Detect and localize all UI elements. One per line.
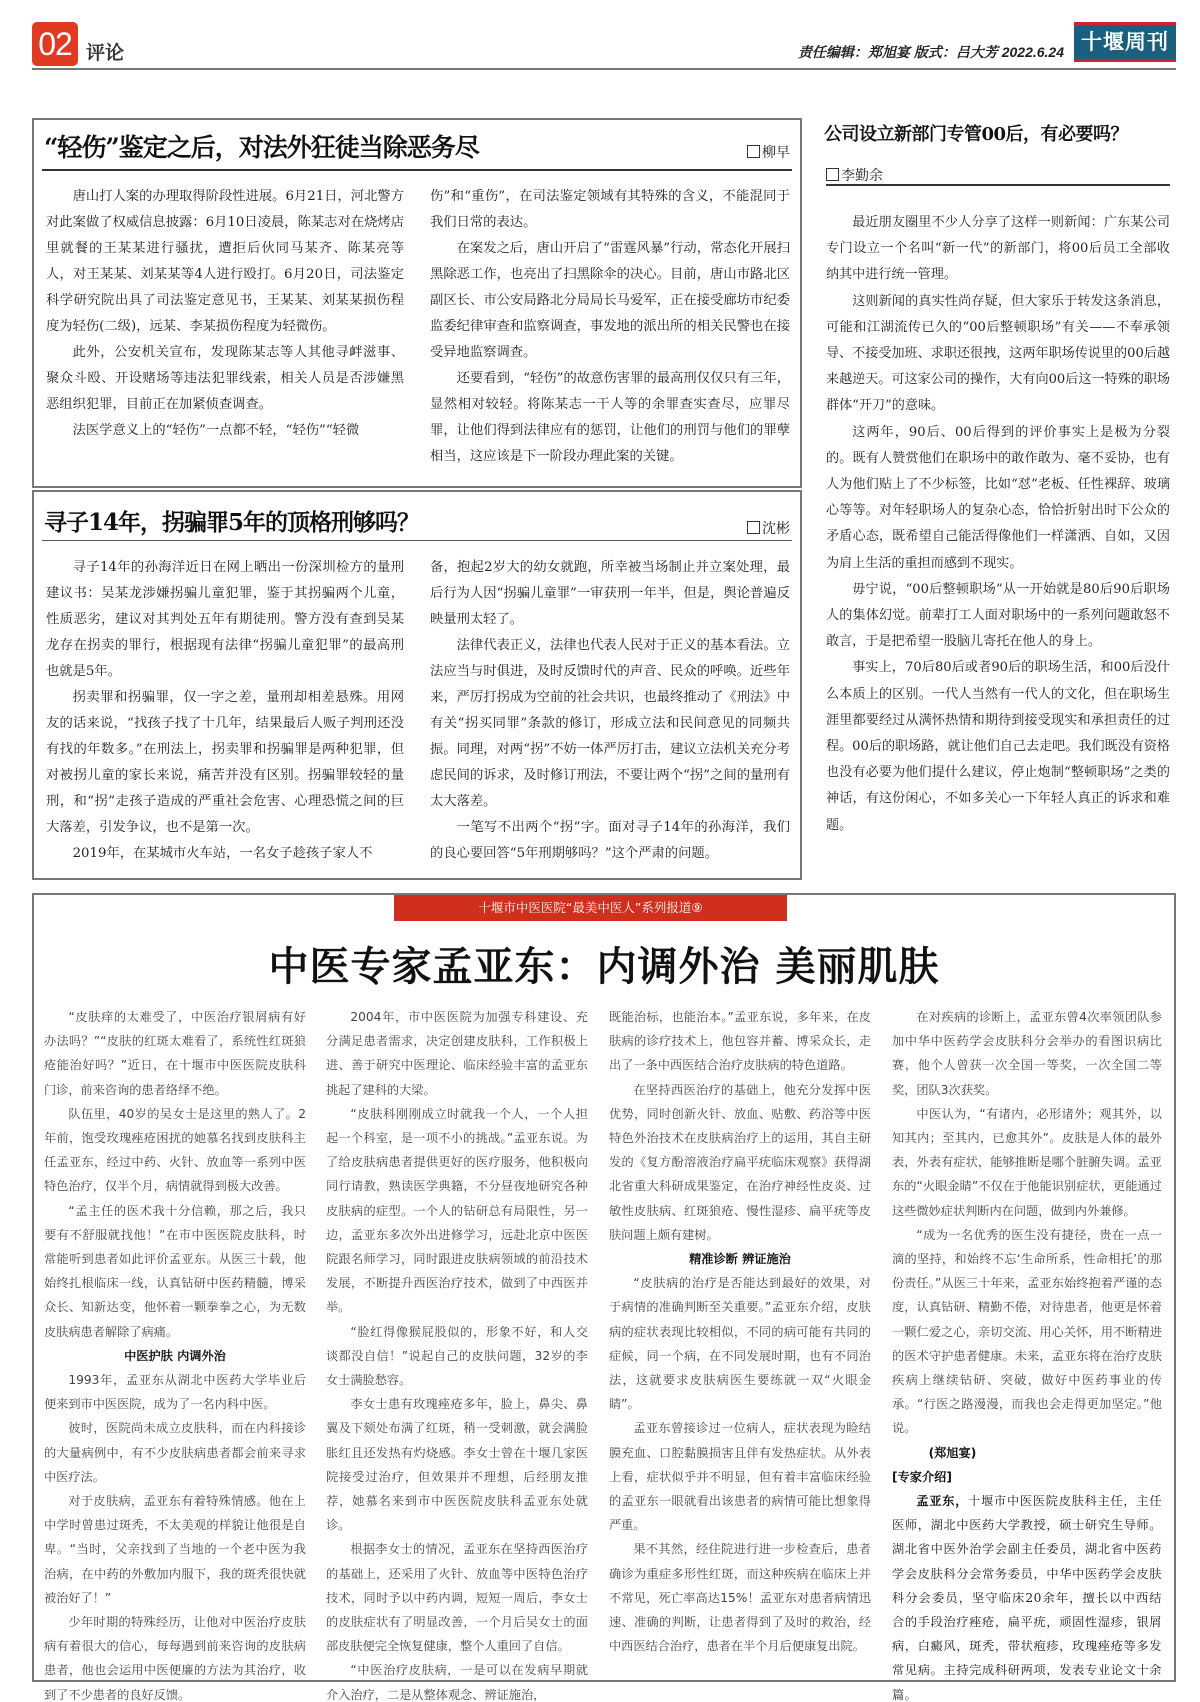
paragraph: 在对疾病的诊断上，孟亚东曾4次率领团队参加中华中医药学会皮肤科分会举办的看图识病比赛，他个人曾获一次全国一等奖，一次全国二等奖，团队3次获奖。	[892, 1010, 1162, 1097]
expert-intro	[892, 1489, 1162, 1702]
paragraph: 2019年，在某城市火车站，一名女子趁孩子家人不	[72, 846, 373, 861]
paragraph: “孟主任的医术我十分信赖，那之后，我只要有不舒服就找他！”在市中医医院皮肤科，时常能听到患者如此评价孟亚东。从医三十载，他始终扎根临床一线，认真钻研中医药精髓，博采众长、知新达变，他怀着一颗拳拳之心，为无数皮肤病患者解除了病痛。	[44, 1203, 306, 1339]
paragraph: 在案发之后，唐山开启了“雷霆风暴”行动，常态化开展扫黑除恶工作，也亮出了扫黑除伞的决心。目前，唐山市路北区副区长、市公安局路北分局局长马爱军，正在接受廊坊市纪委监委纪律审查和监察调查，事发地的派出所的相关民警也在接受异地监察调查。	[430, 241, 790, 360]
title-rule	[42, 540, 792, 541]
expert-intro-label: [专家介绍]	[892, 1469, 952, 1484]
author-signoff: (郑旭宴)	[928, 1445, 977, 1460]
article-title: 寻子14年，拐骗罪5年的顶格刑够吗？	[44, 509, 420, 536]
feature-column-2	[326, 1005, 588, 1702]
editor-credits: 责任编辑：郑旭宴 版式：吕大芳 2022.6.24	[797, 44, 1064, 60]
article-column-1	[46, 184, 404, 444]
section-name: 评论	[86, 42, 125, 64]
paragraph: 这则新闻的真实性尚存疑，但大家乐于转发这条消息，可能和江湖流传已久的“00后整顿职场”有关——不奉承领导、不接受加班、求职还很拽，这两年职场传说里的00后越来越逆天。可这家公司的操作，大有向00后这一特殊的职场群体“开刀”的意味。	[826, 293, 1171, 414]
title-rule	[42, 169, 792, 171]
page-number-badge: 02	[32, 22, 78, 66]
paragraph: 少年时期的特殊经历，让他对中医治疗皮肤病有着很大的信心，每每遇到前来咨询的皮肤病患者，他也会运用中医便廉的方法为其治疗，收到了不少患者的良好反馈。	[44, 1615, 306, 1702]
paragraph: 对于皮肤病，孟亚东有着特殊情感。他在上中学时曾患过斑秃，不太美观的样貌让他很是自卑。“当时，父亲找到了当地的一个老中医为我治病，在中药的外敷加内服下，我的斑秃很快就被治好了！”	[44, 1494, 306, 1605]
paragraph: “成为一名优秀的医生没有捷径，贵在一点一滴的坚持，和始终不忘‘生命所系，性命相托’的那份责任。”从医三十年来，孟亚东始终抱着严谨的态度，认真钻研、精勤不倦，对待患者，他更是怀着一颗仁爱之心，亲切交流、用心关怀，用不断精进的医术守护患者健康。未来，孟亚东将在治疗皮肤疾病上继续钻研、突破，做好中医药事业的传承。“行医之路漫漫，而我也会走得更加坚定。”他说。	[892, 1227, 1162, 1436]
paragraph: “脸红得像猴屁股似的，形象不好，和人交谈都没自信！”说起自己的皮肤问题，32岁的李女士满脸愁容。	[326, 1324, 588, 1388]
paragraph: “中医治疗皮肤病，一是可以在发病早期就介入治疗，二是从整体观念、辨证施治，	[326, 1663, 588, 1702]
paragraph: 果不其然，经住院进行进一步检查后，患者确诊为重症多形性红斑，而这种疾病在临床上并不常见，死亡率高达15%！孟亚东对患者病情迅速、准确的判断，让患者得到了及时的救治，经中西医结合治疗，患者在半个月后便康复出院。	[609, 1542, 871, 1654]
paragraph: 根据李女士的情况，孟亚东在坚持西医治疗的基础上，还采用了火针、放血等中医特色治疗技术，同时予以中药内调，短短一周后，李女士的皮肤症状有了明显改善，一个月后吴女士的面部皮肤便完全恢复健康，整个人重回了自信。	[326, 1542, 588, 1654]
paragraph: 唐山打人案的办理取得阶段性进展。6月21日，河北警方对此案做了权威信息披露：6月10日凌晨，陈某志对在烧烤店里就餐的王某某进行骚扰，遭拒后伙同马某齐、陈某亮等人，对王某某、刘某某等4人进行殴打。6月20日，司法鉴定科学研究院出具了司法鉴定意见书，王某某、刘某某损伤程度为轻伤(二级)，远某、李某损伤程度为轻微伤。	[46, 189, 404, 334]
paragraph: “皮肤科刚刚成立时就我一个人，一个人担起一个科室，是一项不小的挑战。”孟亚东说。为了给皮肤病患者提供更好的医疗服务，他积极向同行请教，熟读医学典籍，不分昼夜地研究各种皮肤病的症型。一个人的钻研总有局限性，另一边，孟亚东多次外出进修学习，远赴北京中医医院跟名师学习，同时跟进皮肤病领域的前沿技术发展，不断提升西医治疗技术，做到了中西医并举。	[326, 1106, 588, 1315]
paragraph: 中医认为，“有诸内，必形诸外；观其外，以知其内；至其内，已愈其外”。皮肤是人体的最外表，外表有症状，能够推断是哪个脏腑失调。孟亚东的“火眼金睛”不仅在于他能识别症状，更能通过这些微妙症状判断内在问题，做到内外兼修。	[892, 1106, 1162, 1218]
paragraph: 寻子14年的孙海洋近日在网上晒出一份深圳检方的量刑建议书：吴某龙涉嫌拐骗儿童犯罪，鉴于其拐骗两个儿童，性质恶劣，建议对其判处五年有期徒刑。警方没有查到吴某龙存在拐卖的罪行，根据现有法律“拐骗儿童犯罪”的最高刑也就是5年。	[46, 560, 404, 679]
paragraph: “皮肤痒的太难受了，中医治疗银屑病有好办法吗？”“皮肤的红斑太难看了，系统性红斑狼疮能治好吗？”近日，在十堰市中医医院皮肤科门诊，前来咨询的患者络绎不绝。	[44, 1010, 306, 1097]
article-byline: 李勤余	[826, 165, 883, 185]
paragraph: 彼时，医院尚未成立皮肤科，而在内科接诊的大量病例中，有不少皮肤病患者都会前来寻求中医疗法。	[44, 1421, 306, 1484]
paragraph: 最近朋友圈里不少人分享了这样一则新闻：广东某公司专门设立一个名叫“新一代”的新部门，将00后员工全部收纳其中进行统一管理。	[826, 215, 1170, 283]
feature-column-3	[609, 1005, 871, 1658]
paragraph: 1993年，孟亚东从湖北中医药大学毕业后便来到市中医医院，成为了一名内科中医。	[44, 1373, 306, 1412]
paragraph: 2004年，市中医医院为加强专科建设、充分满足患者需求，决定创建皮肤科，工作积极上进、善于研究中医理论、临床经验丰富的孟亚东挑起了建科的大梁。	[326, 1010, 588, 1097]
paragraph: 还要看到，“轻伤”的故意伤害罪的最高刑仅仅只有三年，显然相对较轻。将陈某志一干人等的余罪查实查尽，应罪尽罪，让他们得到法律应有的惩罚，让他们的刑罚与他们的罪孽相当，这应该是下一阶段办理此案的关键。	[430, 371, 790, 464]
paragraph-continued: 备，抱起2岁大的幼女就跑，所幸被当场制止并立案处理，最后行为人因“拐骗儿童罪”一审获刑一年半，但是，舆论普遍反映量刑太轻了。	[430, 560, 790, 627]
feature-article	[32, 893, 1176, 1702]
paragraph: 事实上，70后80后或者90后的职场生活，和00后没什么本质上的区别。一代人当然有一代人的文化，但在职场生涯里都要经过从满怀热情和期待到接受现实和承担责任的过程。00后的职场路，就让他们自己去走吧。我们既没有资格也没有必要为他们提什么建议，停止炮制“整顿职场”之类的神话，有这份闲心，不如多关心一下年轻人真正的诉求和难题。	[826, 660, 1171, 833]
feature-column-1	[44, 1005, 306, 1702]
paragraph: 一笔写不出两个“拐”字。面对寻子14年的孙海洋，我们的良心要回答“5年刑期够吗？”这个严肃的问题。	[430, 820, 790, 861]
article-column-2	[430, 184, 790, 470]
paragraph: 李女士患有玫瑰痤疮多年，脸上，鼻尖、鼻翼及下颏处布满了红斑，稍一受刺激，就会满脸胀红且还发热有灼烧感。李女士曾在十堰几家医院接受过治疗，但效果并不理想，后经朋友推荐，她慕名来到市中医医院皮肤科孟亚东处就诊。	[326, 1397, 588, 1533]
newspaper-logo: 十堰周刊	[1074, 22, 1176, 62]
paragraph: “皮肤病的治疗是否能达到最好的效果，对于病情的准确判断至关重要。”孟亚东介绍，皮肤病的症状表现比较相似，不同的病可能有共同的症候，同一个病，在不同发展时期，也有不同治法，这就要求皮肤病医生要练就一双“火眼金睛”。	[609, 1276, 871, 1412]
article-title: 公司设立新部门专管00后，有必要吗？	[824, 124, 1129, 145]
feature-title: 中医专家孟亚东：内调外治 美丽肌肤	[268, 943, 940, 990]
article-light-injury	[32, 118, 802, 488]
paragraph: 孟亚东曾接诊过一位病人，症状表现为睑结膜充血、口腔黏膜损害且伴有发热症状。从外表上看，症状似乎并不明显，但有着丰富临床经验的孟亚东一眼就看出该患者的病情可能比想象得严重。	[609, 1421, 871, 1533]
expert-name: 孟亚东，	[916, 1494, 969, 1509]
subheading: 精准诊断 辨证施治	[689, 1252, 791, 1267]
article-column-1	[46, 555, 404, 867]
article-title: “轻伤”鉴定之后，对法外狂徒当除恶务尽	[44, 133, 479, 162]
article-byline: 沈彬	[747, 518, 790, 538]
paragraph: 法医学意义上的“轻伤”一点都不轻，“轻伤”“轻微	[72, 423, 360, 438]
expert-bio: 十堰市中医医院皮肤科主任，主任医师，湖北中医药大学教授，硕士研究生导师。湖北省中医外治学会副主任委员，湖北省中医药学会皮肤科分会常务委员，中华中医药学会皮肤科分会委员，坚守临床20余年，擅长以中西结合的手段治疗痤疮，扁平疣，顽固性湿疹，银屑病，白癜风，斑秃，带状疱疹，玫瑰痤疮等多发常见病。主持完成科研两项，发表专业论文十余篇。	[892, 1494, 1163, 1702]
paragraph-continued: 既能治标，也能治本。”孟亚东说，多年来，在皮肤病的诊疗技术上，他包容并蓄、博采众长，走出了一条中西医结合治疗皮肤病的特色道路。	[609, 1010, 871, 1073]
paragraph: 法律代表正义，法律也代表人民对于正义的基本看法。立法应当与时俱进，及时反馈时代的声音、民众的呼唤。近些年来，严厉打拐成为空前的社会共识，也最终推动了《刑法》中有关“拐买同罪”条款的修订，形成立法和民间意见的同频共振。同理，对两“拐”不妨一体严厉打击，建议立法机关充分考虑民间的诉求，及时修订刑法，不要让两个“拐”之间的量刑有太大落差。	[430, 638, 790, 809]
article-column-2	[430, 555, 790, 867]
article-column	[826, 210, 1170, 839]
paragraph: 拐卖罪和拐骗罪，仅一字之差，量刑却相差悬殊。用网友的话来说，“找孩子找了十几年，结果最后人贩子判刑还没有找的年数多。”在刑法上，拐卖罪和拐骗罪是两种犯罪，但对被拐儿童的家长来说，痛苦并没有区别。拐骗罪较轻的量刑，和“拐”走孩子造成的严重社会危害、心理恐慌之间的巨大落差，引发争议，也不是第一次。	[46, 690, 404, 835]
paragraph-continued: 伤”和“重伤”，在司法鉴定领域有其特殊的含义，不能混同于我们日常的表达。	[430, 189, 790, 230]
paragraph: 在坚持西医治疗的基础上，他充分发挥中医优势，同时创新火针、放血、贴敷、药浴等中医特色外治技术在皮肤病治疗上的运用，其自主研发的《复方酚溶液治疗扁平疣临床观察》获得湖北省重大科研成果鉴定，在治疗神经性皮炎、过敏性皮肤病、红斑狼疮、慢性湿疹、扁平疣等皮肤问题上颇有建树。	[609, 1082, 871, 1242]
subheading: 中医护肤 内调外治	[124, 1348, 226, 1363]
series-banner: 十堰市中医医院“最美中医人”系列报道⑨	[394, 895, 787, 921]
article-byline: 柳早	[747, 142, 790, 162]
article-child-abduction	[32, 490, 802, 880]
page-header	[32, 22, 1176, 70]
title-rule	[826, 184, 1170, 186]
paragraph: 这两年，90后、00后得到的评价事实上是极为分裂的。既有人赞赏他们在职场中的敢作敢为、毫不妥协，也有人为他们贴上了不少标签，比如“怼”老板、任性裸辞、玻璃心等等。对年轻职场人的复杂心态，恰恰折射出时下公众的矛盾心态，既希望自己能活得像他们一样潇洒、自如，又因为肩上生活的重担而感到不现实。	[826, 424, 1170, 571]
paragraph: 此外，公安机关宣布，发现陈某志等人其他寻衅滋事、聚众斗殴、开设赌场等违法犯罪线索，相关人员是否涉嫌黑恶组织犯罪，目前正在加紧侦查调查。	[46, 345, 404, 412]
paragraph: 队伍里，40岁的吴女士是这里的熟人了。2年前，饱受玫瑰痤疮困扰的她慕名找到皮肤科主任孟亚东，经过中药、火针、放血等一系列中医特色治疗，仅半个月，病情就得到极大改善。	[44, 1106, 306, 1194]
paragraph: 毋宁说，“00后整顿职场”从一开始就是80后90后职场人的集体幻觉。前辈打工人面对职场中的一系列问题敢怒不敢言，于是把希望一股脑儿寄托在他人的身上。	[826, 581, 1170, 650]
feature-column-4	[892, 1005, 1162, 1702]
